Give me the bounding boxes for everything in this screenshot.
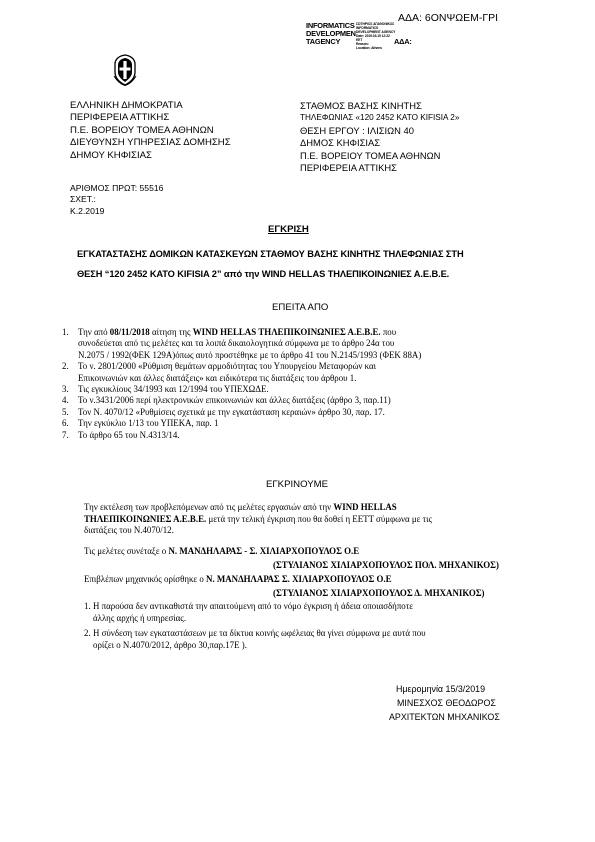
studies-line bbox=[84, 546, 359, 556]
recital-number: 3. bbox=[62, 384, 69, 395]
recital-number: 6. bbox=[62, 418, 69, 429]
recital-3 bbox=[62, 384, 421, 395]
ada-code: ΑΔΑ: 6ΟΝΨΩΕΜ-ΓΡΙ bbox=[398, 12, 499, 24]
approve-paragraph bbox=[84, 502, 432, 537]
left-header bbox=[70, 100, 231, 162]
recital-2 bbox=[62, 361, 421, 384]
left-header-line-3: Π.Ε. ΒΟΡΕΙΟΥ ΤΟΜΕΑ ΑΘΗΝΩΝ bbox=[70, 124, 214, 136]
studies-engineer: Ν. ΜΑΝΔΗΛΑΡΑΣ - Σ. ΧΙΛΙΑΡΧΟΠΟΥΛΟΣ Ο.Ε bbox=[168, 546, 360, 556]
studies-prefix: Τις μελέτες συνέταξε ο bbox=[84, 546, 169, 556]
right-header-line-1: ΣΤΑΘΜΟΣ ΒΑΣΗΣ ΚΙΝΗΤΗΣ bbox=[300, 100, 422, 111]
condition-number: 2. bbox=[84, 628, 91, 639]
left-header-line-1: ΕΛΛΗΝΙΚΗ ΔΗΜΟΚΡΑΤΙΑ bbox=[70, 100, 183, 111]
right-header bbox=[300, 100, 459, 174]
recital-text: Ν.2075 / 1992(ΦΕΚ 129Α)όπως αυτό προστέθηκε με το άρθρο 41 του Ν.2145/1993 (ΦΕΚ 88Α) bbox=[78, 349, 422, 360]
recital-text: Επικοινωνιών και άλλες διατάξεις» και ειδικότερα τις διατάξεις του άρθρου 1. bbox=[78, 372, 357, 383]
stamp-detail-0: ΣΩΤΗΡΙΟΣ ΑΓΑΘΟΝΙΚΟΣ bbox=[356, 22, 395, 26]
stamp-detail-6: Location: Athens bbox=[356, 46, 382, 50]
recital-text: Τις εγκυκλίους 34/1993 και 12/1994 του ΥΠΕΧΩΔΕ. bbox=[78, 384, 269, 395]
recital-number: 1. bbox=[62, 327, 69, 337]
recital-7 bbox=[62, 430, 421, 441]
condition-text: Η παρούσα δεν αντικαθιστά την απαιτούμενη από το νόμο έγκριση ή άδεια οποιασδήποτε bbox=[93, 601, 414, 611]
condition-1 bbox=[84, 601, 426, 624]
recital-text: Την εγκύκλιο 1/13 του ΥΠΕΚΑ, παρ. 1 bbox=[78, 418, 219, 429]
recital-6 bbox=[62, 418, 421, 429]
digital-signature-stamp bbox=[306, 22, 416, 50]
supervisor-line bbox=[84, 574, 392, 584]
recital-text: Το άρθρο 65 του Ν.4313/14. bbox=[78, 429, 180, 440]
studies-engineer-detail: (ΣΤΥΛΙΑΝΟΣ ΧΙΛΙΑΡΧΟΠΟΥΛΟΣ ΠΟΛ. ΜΗΧΑΝΙΚΟΣ) bbox=[273, 560, 499, 570]
conditions-list bbox=[84, 601, 426, 651]
related-reference: ΣΧΕΤ.: bbox=[70, 194, 96, 205]
condition-2 bbox=[84, 628, 426, 651]
supervisor-engineer-detail: (ΣΤΥΛΙΑΝΟΣ ΧΙΛΙΑΡΧΟΠΟΥΛΟΣ Δ. ΜΗΧΑΝΙΚΟΣ) bbox=[273, 588, 485, 598]
condition-number: 1. bbox=[84, 601, 91, 611]
recital-text: Το ν. 2801/2000 «Ρύθμιση θεμάτων αρμοδιότητας του Υπουργείου Μεταφορών και bbox=[78, 361, 377, 372]
left-header-line-5: ΔΗΜΟΥ ΚΗΦΙΣΙΑΣ bbox=[70, 149, 152, 161]
signature-date: Ημερομηνία 15/3/2019 bbox=[396, 684, 486, 694]
recital-number: 5. bbox=[62, 406, 69, 417]
recital-text: Τον Ν. 4070/12 «Ρυθμίσεις σχετικά με την εγκατάσταση κεραιών» άρθρο 30, παρ. 17. bbox=[78, 406, 385, 417]
stamp-detail-1: INFORMATICS bbox=[356, 26, 379, 30]
condition-text: Η σύνδεση των εγκαταστάσεων με τα δίκτυα κοινής ωφέλειας θα γίνει σύμφωνα με αυτά που bbox=[93, 628, 426, 639]
left-header-line-2: ΠΕΡΙΦΕΡΕΙΑ ΑΤΤΙΚΗΣ bbox=[70, 112, 170, 124]
right-header-line-3: ΘΕΣΗ ΕΡΓΟΥ : ΙΛΙΣΙΩΝ 40 bbox=[300, 124, 414, 136]
recital-1 bbox=[62, 327, 421, 361]
stamp-detail-4: EET bbox=[356, 38, 363, 42]
supervisor-engineer: Ν. ΜΑΝΔΗΛΑΡΑΣ Σ. ΧΙΛΙΑΡΧΟΠΟΥΛΟΣ Ο.Ε bbox=[206, 574, 392, 584]
condition-text: άλλης αρχής ή υπηρεσίας. bbox=[93, 612, 187, 623]
recital-number: 4. bbox=[62, 395, 69, 406]
greek-coat-of-arms-icon bbox=[112, 54, 138, 86]
document-title: ΕΓΚΡΙΣΗ bbox=[268, 224, 309, 235]
right-header-line-4: ΔΗΜΟΣ ΚΗΦΙΣΙΑΣ bbox=[300, 137, 381, 149]
approve-line-2: ΤΗΛΕΠΙΚΟΙΝΩΝΙΕΣ Α.Ε.Β.Ε. μετά την τελική έγκριση που θα δοθεί η ΕΕΤΤ σύμφωνα με τις bbox=[84, 513, 432, 524]
recitals-list bbox=[62, 327, 421, 441]
recital-number: 2. bbox=[62, 361, 69, 372]
after-heading: ΕΠΕΙΤΑ ΑΠΟ bbox=[272, 302, 329, 313]
stamp-line-2: DEVELOPMEN bbox=[306, 29, 356, 38]
recital-text: συνοδεύεται από τις μελέτες και τα λοιπά δικαιολογητικά σύμφωνα με το άρθρο 24α του bbox=[78, 338, 395, 349]
right-header-line-6: ΠΕΡΙΦΕΡΕΙΑ ΑΤΤΙΚΗΣ bbox=[300, 162, 397, 174]
recital-number: 7. bbox=[62, 429, 69, 440]
approve-line-3: διατάξεις του Ν.4070/12. bbox=[84, 525, 174, 536]
reference-block bbox=[70, 183, 163, 217]
right-header-line-5: Π.Ε. ΒΟΡΕΙΟΥ ΤΟΜΕΑ ΑΘΗΝΩΝ bbox=[300, 149, 441, 161]
right-header-line-2: ΤΗΛΕΦΩΝΙΑΣ «120 2452 ΚΑΤΟ KIFISIA 2» bbox=[300, 113, 460, 123]
subject-line-1: ΕΓΚΑΤΑΣΤΑΣΗΣ ΔΟΜΙΚΩΝ ΚΑΤΑΣΚΕΥΩΝ ΣΤΑΘΜΟΥ ΒΑΣΗΣ ΚΙΝΗΤΗΣ ΤΗΛΕΦΩΝΙΑΣ ΣΤΗ bbox=[77, 249, 464, 259]
recital-text: Την από 08/11/2018 αίτηση της WIND HELLAS ΤΗΛΕΠΙΚΟΙΝΩΝΙΕΣ Α.Ε.Β.Ε. που bbox=[78, 327, 397, 337]
stamp-detail-5: Reason: bbox=[356, 42, 369, 46]
condition-text: ορίζει ο Ν.4070/2012, άρθρο 30,παρ.17Ε ). bbox=[93, 639, 247, 650]
approve-line-1: Την εκτέλεση των προβλεπόμενων από τις μελέτες εργασιών από την WIND HELLAS bbox=[84, 502, 397, 512]
signatory-name: ΜΙΝΕΣΧΟΣ ΘΕΟΔΩΡΟΣ bbox=[397, 698, 496, 708]
subject-line-2: ΘΕΣΗ “120 2452 ΚΑΤΟ KIFISIA 2” από την WIND HELLAS ΤΗΛΕΠΙΚΟΙΝΩΝΙΕΣ Α.Ε.Β.Ε. bbox=[77, 269, 450, 279]
stamp-line-1: INFORMATICS bbox=[306, 21, 355, 30]
signatory-title: ΑΡΧΙΤΕΚΤΩΝ ΜΗΧΑΝΙΚΟΣ bbox=[389, 712, 500, 722]
file-code: Κ.2.2019 bbox=[70, 205, 105, 216]
protocol-number: ΑΡΙΘΜΟΣ ΠΡΩΤ: 55516 bbox=[70, 183, 164, 193]
recital-4 bbox=[62, 395, 421, 406]
left-header-line-4: ΔΙΕΥΘΥΝΣΗ ΥΠΗΡΕΣΙΑΣ ΔΟΜΗΣΗΣ bbox=[70, 137, 231, 149]
stamp-detail-3: Date: 2019.03.15 12:22 bbox=[356, 34, 390, 38]
stamp-detail-2: DEVELOPMENT AGENCY bbox=[356, 30, 396, 34]
recital-5 bbox=[62, 407, 421, 418]
supervisor-prefix: Επιβλέπων μηχανικός ορίσθηκε ο bbox=[84, 574, 207, 584]
recital-text: Το ν.3431/2006 περί ηλεκτρονικών επικοινωνιών και άλλες διατάξεις (άρθρο 3, παρ.11) bbox=[78, 395, 391, 406]
stamp-line-3: TAGENCY bbox=[306, 37, 341, 46]
stamp-ada-suffix: ΑΔΑ: bbox=[394, 37, 412, 46]
approve-heading: ΕΓΚΡΙΝΟΥΜΕ bbox=[266, 479, 329, 490]
